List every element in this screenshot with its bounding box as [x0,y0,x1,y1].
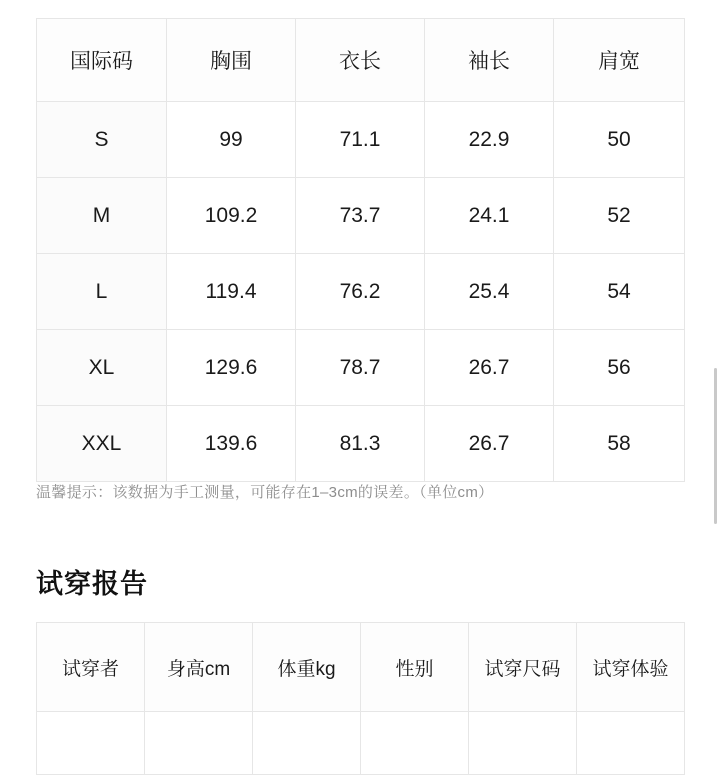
size-cell-shoulder: 50 [554,102,685,178]
size-cell-length: 78.7 [296,330,425,406]
table-row [37,712,685,775]
size-cell-label: L [37,254,167,330]
size-cell-sleeve: 24.1 [425,178,554,254]
size-col-header-sleeve: 袖长 [425,19,554,102]
size-col-header-international: 国际码 [37,19,167,102]
size-cell-label: XL [37,330,167,406]
table-header-row [37,623,685,712]
size-cell-bust: 109.2 [167,178,296,254]
size-cell-shoulder: 56 [554,330,685,406]
size-cell-bust: 99 [167,102,296,178]
size-cell-sleeve: 26.7 [425,330,554,406]
report-cell-height [145,712,253,775]
size-cell-bust: 129.6 [167,330,296,406]
size-cell-sleeve: 26.7 [425,406,554,482]
report-cell-model [37,712,145,775]
size-cell-shoulder: 58 [554,406,685,482]
size-chart-container [36,18,684,482]
report-col-header-model: 试穿者 [37,623,145,712]
size-cell-length: 76.2 [296,254,425,330]
size-chart-table [36,18,685,482]
page-title: 试穿报告 [36,569,148,599]
measurement-note: 温馨提示：该数据为手工测量，可能存在1–3cm的误差。（单位cm） [36,484,494,501]
size-cell-label: XXL [37,406,167,482]
report-col-header-gender: 性别 [361,623,469,712]
report-col-header-height: 身高cm [145,623,253,712]
vertical-scrollbar[interactable] [714,368,717,524]
size-cell-length: 71.1 [296,102,425,178]
fitting-report-table [36,622,685,775]
size-cell-length: 81.3 [296,406,425,482]
report-col-header-weight: 体重kg [253,623,361,712]
report-cell-weight [253,712,361,775]
size-cell-bust: 119.4 [167,254,296,330]
size-cell-label: S [37,102,167,178]
report-cell-gender [361,712,469,775]
size-col-header-shoulder: 肩宽 [554,19,685,102]
size-col-header-length: 衣长 [296,19,425,102]
size-cell-shoulder: 54 [554,254,685,330]
table-row [37,330,685,406]
table-row [37,406,685,482]
table-header-row [37,19,685,102]
report-col-header-experience: 试穿体验 [577,623,685,712]
size-cell-shoulder: 52 [554,178,685,254]
size-cell-length: 73.7 [296,178,425,254]
size-cell-sleeve: 25.4 [425,254,554,330]
table-row [37,254,685,330]
fitting-report-container [36,622,684,775]
table-row [37,178,685,254]
table-row [37,102,685,178]
report-cell-experience [577,712,685,775]
size-cell-sleeve: 22.9 [425,102,554,178]
size-col-header-bust: 胸围 [167,19,296,102]
report-col-header-size: 试穿尺码 [469,623,577,712]
size-cell-bust: 139.6 [167,406,296,482]
report-cell-size [469,712,577,775]
size-cell-label: M [37,178,167,254]
